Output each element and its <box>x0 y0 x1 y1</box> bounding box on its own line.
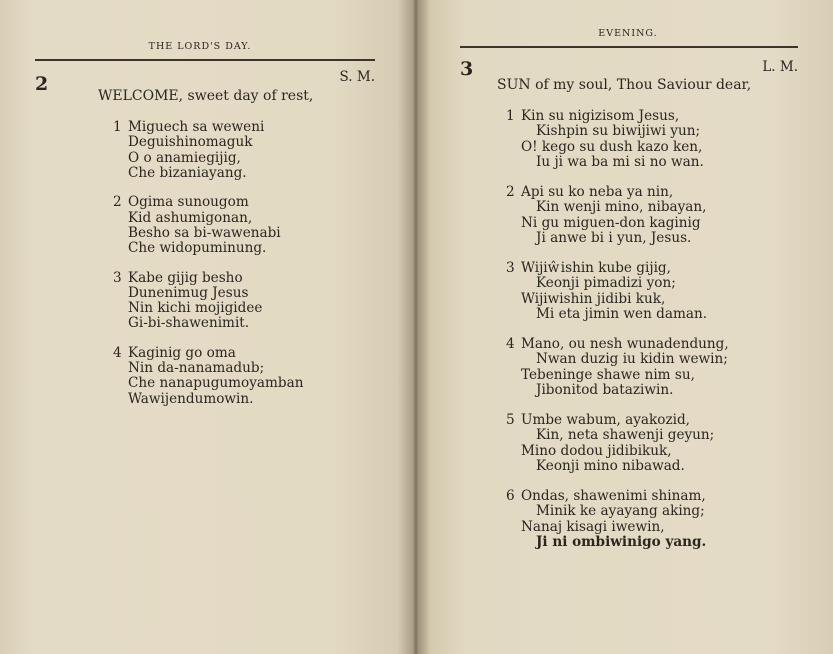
stanza-line: O o anamiegijig, <box>128 149 241 166</box>
stanza-line: Jibonitod bataziwin. <box>536 381 674 398</box>
stanza-line: Besho sa bi-wawenabi <box>128 224 281 241</box>
stanza-line: Kin su nigizisom Jesus, <box>521 108 680 124</box>
stanza-line: Mi eta jimin wen daman. <box>536 305 708 322</box>
stanza-line: Tebeninge shawe nim su, <box>521 366 695 383</box>
stanza-line: Nin da-nanamadub; <box>128 360 265 377</box>
hymn-number: 2 <box>35 73 49 95</box>
stanza-number: 2 <box>113 194 122 211</box>
hymn-number: 3 <box>460 58 474 80</box>
stanza <box>506 108 704 170</box>
stanza-line: Ondas, shawenimi shinam, <box>521 488 706 504</box>
stanza-line: Wawijendumowin. <box>128 390 254 407</box>
stanza-line: Keonji pimadizi yon; <box>536 275 676 292</box>
stanza-line: Umbe wabum, ayakozid, <box>521 412 690 428</box>
stanza-line: Api su ko neba ya nin, <box>521 184 674 200</box>
stanza-line: Miguech sa weweni <box>128 119 265 135</box>
stanza-line: Che bizaniayang. <box>128 164 247 181</box>
stanza-number: 4 <box>506 336 515 352</box>
left-page <box>0 0 414 654</box>
running-head: THE LORD'S DAY. <box>148 41 252 52</box>
stanza-line: Kin wenji mino, nibayan, <box>536 199 707 216</box>
stanza <box>506 412 715 474</box>
stanza-line: Minik ke ayayang aking; <box>536 503 705 520</box>
stanza-number: 4 <box>113 344 122 361</box>
stanza-number: 6 <box>506 488 515 504</box>
stanza-number: 1 <box>506 108 515 124</box>
stanza-number: 3 <box>113 269 122 286</box>
stanza <box>113 344 304 407</box>
stanza-line: Che widopuminung. <box>128 240 267 257</box>
stanza <box>506 260 708 322</box>
stanza-line: Ogima sunougom <box>128 194 249 211</box>
hymn-first-line: SUN of my soul, Thou Saviour dear, <box>497 77 752 93</box>
stanza-line: Gi-bi-shawenimit. <box>128 315 250 332</box>
header-rule <box>460 46 798 48</box>
stanza-line: Iu ji wa ba mi si no wan. <box>536 153 704 170</box>
hymn-meter: L. M. <box>762 59 798 75</box>
stanza-line: Wijiwishin jidibi kuk, <box>521 290 666 307</box>
stanza-line: Deguishinomaguk <box>128 134 253 151</box>
stanza-line: Che nanapugumoyamban <box>128 375 304 392</box>
stanza-line: Ji ni ombiwinigo yang. <box>536 533 707 550</box>
stanza <box>506 336 729 398</box>
running-head: EVENING. <box>598 28 658 39</box>
stanza-line: O! kego su dush kazo ken, <box>521 138 703 155</box>
stanza-line: Nwan duzig iu kidin wewin; <box>536 351 728 368</box>
stanza-line: Ni gu miguen-don kaginig <box>521 214 701 231</box>
stanza-line: Ji anwe bi i yun, Jesus. <box>536 229 692 246</box>
hymn-first-line: WELCOME, sweet day of rest, <box>98 88 314 104</box>
right-page <box>418 0 833 654</box>
stanza-line: Kin, neta shawenji geyun; <box>536 427 715 444</box>
stanza-line: Dunenimug Jesus <box>128 284 249 301</box>
stanza <box>506 184 707 246</box>
stanza-line: Kabe gijig besho <box>128 269 243 286</box>
stanza-number: 3 <box>506 260 515 276</box>
stanza-line: Kid ashumigonan, <box>128 209 253 226</box>
stanza-line: Mano, ou nesh wunadendung, <box>521 336 729 352</box>
hymn-meter: S. M. <box>339 69 375 85</box>
stanza-line: Nin kichi mojigidee <box>128 300 263 317</box>
stanza-line: Mino dodou jidibikuk, <box>521 442 672 459</box>
stanza <box>506 488 707 550</box>
stanza <box>113 269 263 332</box>
stanza-line: Kaginig go oma <box>128 344 236 361</box>
stanza-line: Kishpin su biwijiwi yun; <box>536 123 701 140</box>
stanza <box>113 194 281 257</box>
header-rule <box>35 59 375 61</box>
stanza-line: Nanaj kisagi iwewin, <box>521 518 665 535</box>
stanza-number: 1 <box>113 119 122 135</box>
stanza-number: 5 <box>506 412 515 428</box>
stanza-number: 2 <box>506 184 515 200</box>
stanza-line: Keonji mino nibawad. <box>536 457 685 474</box>
stanza-line: Wijiŵishin kube gijig, <box>521 260 671 276</box>
stanza <box>113 119 265 181</box>
